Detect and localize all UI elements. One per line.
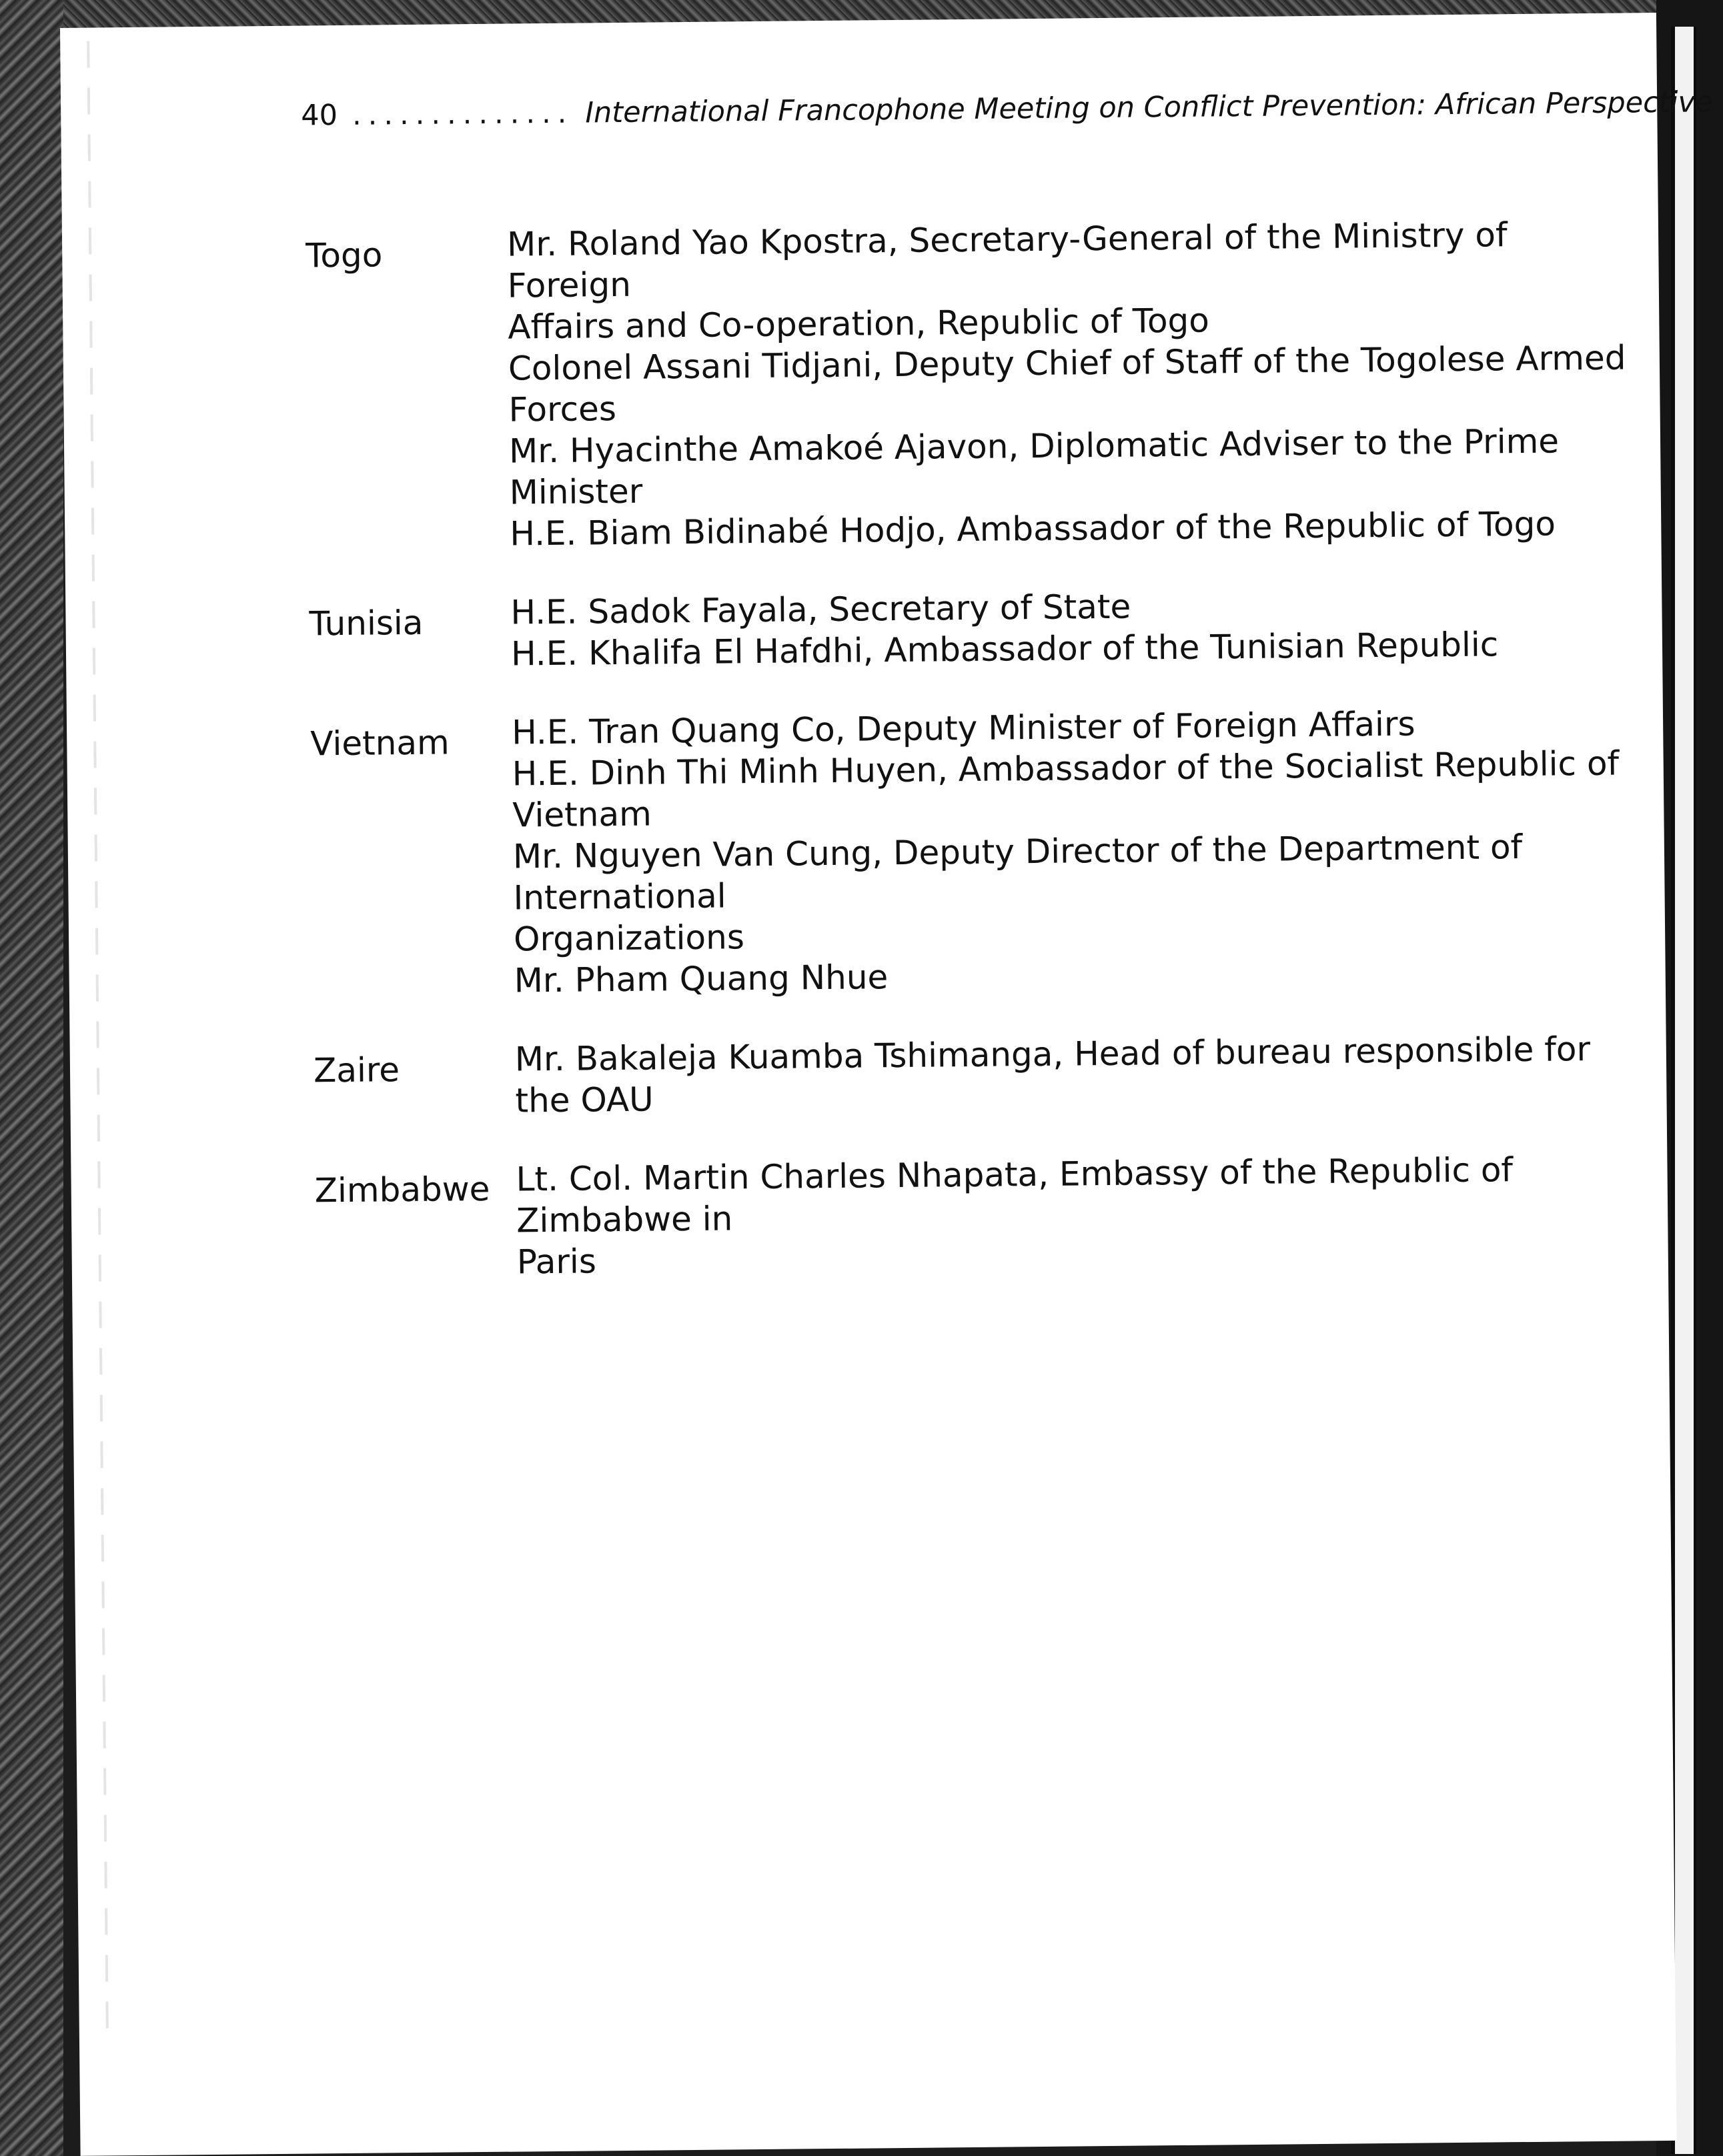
- delegate-line: Colonel Assani Tidjani, Deputy Chief of Staff of the Togolese Armed Forces: [508, 338, 1626, 429]
- delegate-line: Vietnam: [512, 794, 652, 835]
- delegate-line: Lt. Col. Martin Charles Nhapata, Embassy of the Republic of Zimbabwe in: [516, 1150, 1514, 1240]
- country-name: Togo: [306, 235, 383, 275]
- delegate-line: Paris: [516, 1242, 597, 1282]
- scan-background-left: [0, 0, 63, 2156]
- delegate-line: H.E. Sadok Fayala, Secretary of State: [510, 587, 1131, 632]
- delegate-line: H.E. Khalifa El Hafdhi, Ambassador of the Tunisian Republic: [510, 625, 1499, 674]
- page-number: 40: [301, 99, 338, 133]
- delegate-list: [515, 1028, 1648, 1121]
- delegation-entry-tunisia: [309, 581, 1644, 676]
- delegate-line: Mr. Hyacinthe Amakoé Ajavon, Diplomatic Adviser to the Prime Minister: [508, 421, 1560, 512]
- delegation-list: [306, 213, 1650, 1322]
- delegate-list: [512, 701, 1647, 1001]
- delegate-line: H.E. Tran Quang Co, Deputy Minister of Foreign Affairs: [511, 704, 1415, 752]
- country-name: Zimbabwe: [314, 1169, 490, 1210]
- delegate-line: Organizations: [513, 918, 745, 959]
- country-name: Zaire: [313, 1050, 400, 1090]
- delegate-list: [510, 581, 1644, 674]
- delegate-line: Affairs and Co-operation, Republic of Togo: [508, 301, 1210, 347]
- dot-leader: ..............: [352, 96, 574, 132]
- document-page: [60, 13, 1713, 2156]
- country-name: Vietnam: [310, 723, 450, 764]
- delegate-line: H.E. Biam Bidinabé Hodjo, Ambassador of the Republic of Togo: [510, 504, 1556, 554]
- running-title: International Francophone Meeting on Conflict Prevention: African Perspective: [585, 85, 1713, 130]
- running-header: [301, 85, 1713, 133]
- delegate-list: [507, 213, 1643, 554]
- delegate-line: Mr. Nguyen Van Cung, Deputy Director of the Department of International: [512, 828, 1523, 918]
- delegate-line: Mr. Pham Quang Nhue: [514, 958, 889, 1000]
- delegate-list: [516, 1148, 1650, 1282]
- delegate-line: Mr. Roland Yao Kpostra, Secretary-General of the Ministry of Foreign: [506, 215, 1508, 305]
- delegation-entry-zaire: [314, 1028, 1648, 1123]
- delegation-entry-vietnam: [310, 701, 1647, 1003]
- binder-edge: [1671, 27, 1696, 2154]
- delegate-line: Mr. Bakaleja Kuamba Tshimanga, Head of bureau responsible for the OAU: [514, 1030, 1591, 1120]
- delegation-entry-zimbabwe: [314, 1148, 1650, 1284]
- delegate-line: H.E. Dinh Thi Minh Huyen, Ambassador of the Socialist Republic of: [512, 744, 1620, 794]
- delegation-entry-togo: [306, 213, 1643, 556]
- page-gutter-marks: [87, 41, 109, 2042]
- country-name: Tunisia: [309, 603, 424, 644]
